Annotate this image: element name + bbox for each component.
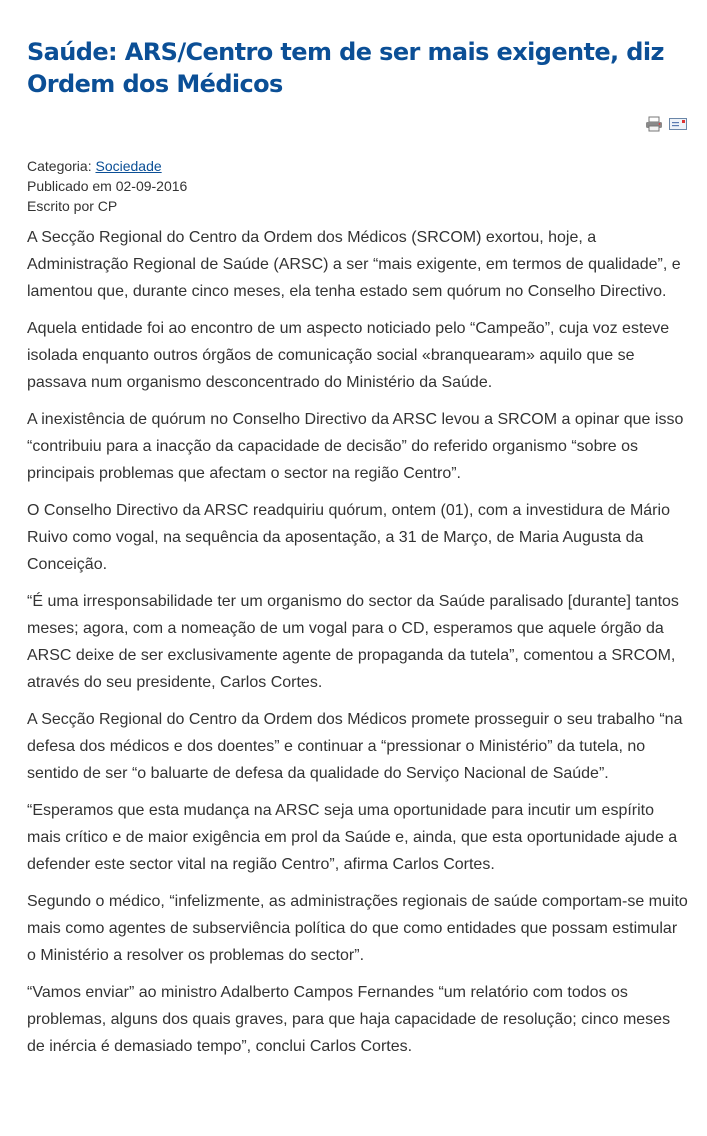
print-icon[interactable]	[645, 116, 663, 132]
email-icon[interactable]	[669, 116, 687, 132]
paragraph: A Secção Regional do Centro da Ordem dos Médicos (SRCOM) exortou, hoje, a Administração Regional de Saúde (ARSC) a ser “mais exigente, em termos de qualidade”, e lamentou que, durante cinco meses, ela tenha estado sem quórum no Conselho Directivo.	[27, 229, 681, 300]
paragraph: “Esperamos que esta mudança na ARSC seja uma oportunidade para incutir um espírito mais crítico e de maior exigência em prol da Saúde e, ainda, que esta oportunidade ajude a defender este sector vital na região Centro”, afirma Carlos Cortes.	[27, 802, 678, 873]
paragraph: O Conselho Directivo da ARSC readquiriu quórum, ontem (01), com a investidura de Mário Ruivo como vogal, na sequência da aposentação, a 31 de Março, de Maria Augusta da Conceição.	[27, 502, 670, 573]
published-date: Publicado em 02-09-2016	[27, 178, 188, 194]
paragraph: A inexistência de quórum no Conselho Directivo da ARSC levou a SRCOM a opinar que isso “contribuiu para a inacção da capacidade de decisão” do referido organismo “sobre os principais problemas que afectam o sector na região Centro”.	[27, 411, 684, 482]
article-meta	[27, 156, 689, 216]
paragraph: Segundo o médico, “infelizmente, as administrações regionais de saúde comportam-se muito mais como agentes de subserviência política do que como entidades que possam estimular o Ministério a resolver os problemas do sector”.	[27, 893, 688, 964]
paragraph: “Vamos enviar” ao ministro Adalberto Campos Fernandes “um relatório com todos os problemas, alguns dos quais graves, para que haja capacidade de resolução; cinco meses de inércia é demasiado tempo”, conclui Carlos Cortes.	[27, 984, 671, 1055]
article-title: Saúde: ARS/Centro tem de ser mais exigente, diz Ordem dos Médicos	[27, 38, 664, 98]
paragraph: “É uma irresponsabilidade ter um organismo do sector da Saúde paralisado [durante] tantos meses; agora, com a nomeação de um vogal para o CD, esperamos que aquele órgão da ARSC deixe de ser exclusivamente agente de propaganda da tutela”, comentou a SRCOM, através do seu presidente, Carlos Cortes.	[27, 593, 679, 691]
category-label: Categoria:	[27, 158, 96, 174]
paragraph: A Secção Regional do Centro da Ordem dos Médicos promete prosseguir o seu trabalho “na defesa dos médicos e dos doentes” e continuar a “pressionar o Ministério” da tutela, no sentido de ser “o baluarte de defesa da qualidade do Serviço Nacional de Saúde”.	[27, 711, 683, 782]
article-body	[27, 224, 689, 1060]
article-tools	[27, 116, 689, 134]
article	[0, 36, 707, 1060]
paragraph: Aquela entidade foi ao encontro de um aspecto noticiado pelo “Campeão”, cuja voz esteve isolada enquanto outros órgãos de comunicação social «branquearam» aquilo que se passava num organismo desconcentrado do Ministério da Saúde.	[27, 320, 670, 391]
category-link[interactable]: Sociedade	[95, 158, 162, 174]
category-line	[27, 156, 689, 176]
author: Escrito por CP	[27, 198, 118, 214]
